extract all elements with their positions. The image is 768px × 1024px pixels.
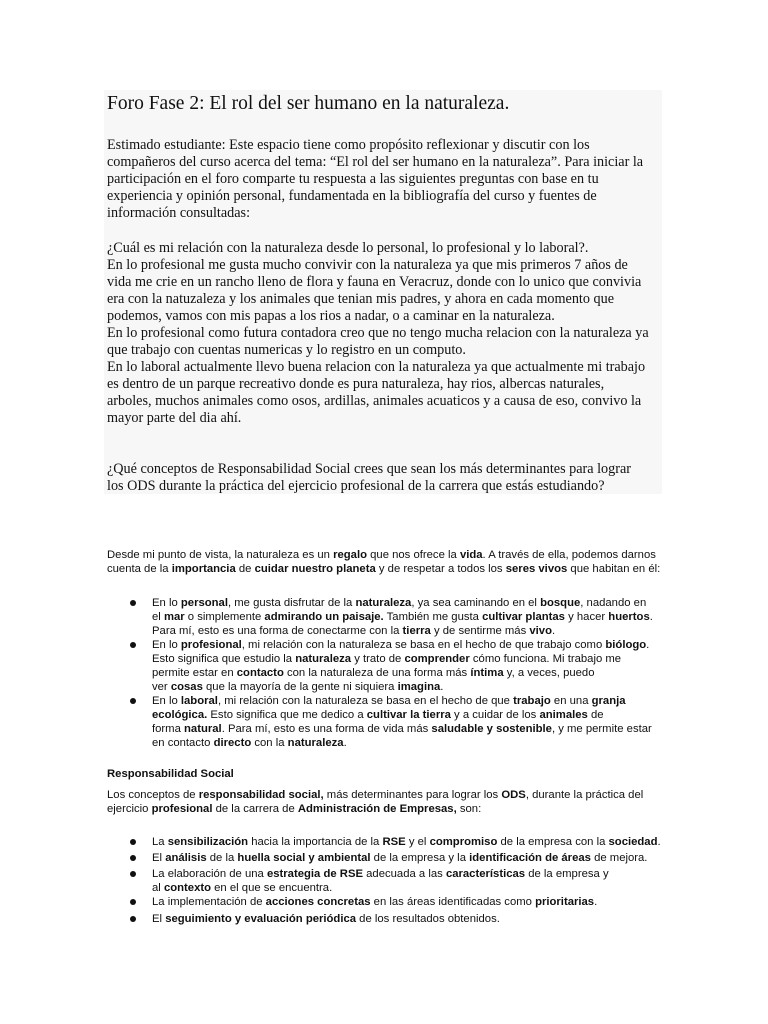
rse-list-item: La implementación de acciones concretas en las áreas identificadas como prioritarias. <box>152 896 598 908</box>
question-2-line: ¿Qué conceptos de Responsabilidad Social crees que sean los más determinantes para lograr <box>107 461 631 477</box>
forum-intro-line: compañeros del curso acerca del tema: “El rol del ser humano en la naturaleza”. Para iniciar la <box>107 154 644 170</box>
rse-list-item: El análisis de la huella social y ambiental de la empresa y la identificación de áreas de mejora. <box>152 852 648 864</box>
bullet-icon <box>130 916 136 922</box>
list-item-profesional-line: permite estar en contacto con la naturaleza de una forma más íntima y, a veces, puedo <box>152 667 595 679</box>
list-item-profesional-line: ver cosas que la mayoría de la gente ni siquiera imagina. <box>152 681 444 693</box>
forum-title: Foro Fase 2: El rol del ser humano en la naturaleza. <box>107 93 510 114</box>
list-item-laboral-line: En lo laboral, mi relación con la naturaleza se basa en el hecho de que trabajo en una granja <box>152 695 626 707</box>
answer-1-line: que trabajo con cuentas numericas y lo registro en un computo. <box>107 342 466 358</box>
bullet-icon <box>130 698 136 704</box>
forum-intro-line: experiencia y opinión personal, fundamentada en la bibliografía del curso y fuentes de <box>107 188 597 204</box>
rse-intro-line: ejercicio profesional de la carrera de Administración de Empresas, son: <box>107 803 482 815</box>
list-item-laboral-line: forma natural. Para mí, esto es una forma de vida más saludable y sostenible, y me permite estar <box>152 723 652 735</box>
rse-list-item: al contexto en el que se encuentra. <box>152 882 333 894</box>
list-item-profesional-line: Esto significa que estudio la naturaleza y trato de comprender cómo funciona. Mi trabajo me <box>152 653 622 665</box>
bullet-icon <box>130 839 136 845</box>
bullet-icon <box>130 871 136 877</box>
forum-intro-line: Estimado estudiante: Este espacio tiene como propósito reflexionar y discutir con los <box>107 137 590 153</box>
rse-list-item: La elaboración de una estrategia de RSE adecuada a las características de la empresa y <box>152 868 609 880</box>
response-intro-line: Desde mi punto de vista, la naturaleza es un regalo que nos ofrece la vida. A través de ella, podemos darnos <box>107 549 656 561</box>
question-2-line: los ODS durante la práctica del ejercicio profesional de la carrera que estás estudiando? <box>107 478 605 494</box>
list-item-personal-line: el mar o simplemente admirando un paisaje. También me gusta cultivar plantas y hacer huertos. <box>152 611 653 623</box>
list-item-laboral-line: en contacto directo con la naturaleza. <box>152 737 347 749</box>
bullet-icon <box>130 855 136 861</box>
answer-1-line: podemos, vamos con mis papas a los rios a nadar, o a caminar en la naturaleza. <box>107 308 555 324</box>
answer-1-line: En lo profesional como futura contadora creo que no tengo mucha relacion con la naturaleza ya <box>107 325 649 341</box>
answer-1-line: es dentro de un parque recreativo donde es pura naturaleza, hay rios, albercas naturales, <box>107 376 605 392</box>
list-item-personal-line: Para mí, esto es una forma de conectarme con la tierra y de sentirme más vivo. <box>152 625 556 637</box>
answer-1-line: era con la natuzaleza y los animales que tenian mis padres, y ahora en cada momento que <box>107 291 614 307</box>
list-item-personal-line: En lo personal, me gusta disfrutar de la naturaleza, ya sea caminando en el bosque, nadando en <box>152 597 647 609</box>
forum-intro-line: información consultadas: <box>107 205 251 221</box>
list-item-laboral-line: ecológica. Esto significa que me dedico a cultivar la tierra y a cuidar de los animales de <box>152 709 604 721</box>
rse-list-item: El seguimiento y evaluación periódica de los resultados obtenidos. <box>152 913 500 925</box>
answer-1-line: En lo laboral actualmente llevo buena relacion con la naturaleza ya que actualmente mi trabajo <box>107 359 646 375</box>
answer-1-line: arboles, muchos animales como osos, ardillas, animales acuaticos y a causa de eso, convivo la <box>107 393 642 409</box>
answer-1-line: En lo profesional me gusta mucho convivir con la naturaleza ya que mis primeros 7 años de <box>107 257 628 273</box>
list-item-profesional-line: En lo profesional, mi relación con la naturaleza se basa en el hecho de que trabajo como biólogo. <box>152 639 650 651</box>
bullet-icon <box>130 642 136 648</box>
answer-1-line: mayor parte del dia ahí. <box>107 410 242 426</box>
forum-intro-line: participación en el foro comparte tu respuesta a las siguientes preguntas con base en tu <box>107 171 599 187</box>
response-intro-line: cuenta de la importancia de cuidar nuestro planeta y de respetar a todos los seres vivos que habitan en él: <box>107 563 661 575</box>
bullet-icon <box>130 899 136 905</box>
question-1: ¿Cuál es mi relación con la naturaleza desde lo personal, lo profesional y lo laboral?. <box>107 240 589 256</box>
rse-intro-line: Los conceptos de responsabilidad social, más determinantes para lograr los ODS, durante la práctica del <box>107 789 644 801</box>
rse-list-item: La sensibilización hacia la importancia de la RSE y el compromiso de la empresa con la sociedad. <box>152 836 661 848</box>
answer-1-line: vida me crie en un rancho lleno de flora y fauna en Veracruz, donde con lo unico que convivia <box>107 274 642 290</box>
section-heading: Responsabilidad Social <box>107 768 234 780</box>
bullet-icon <box>130 600 136 606</box>
